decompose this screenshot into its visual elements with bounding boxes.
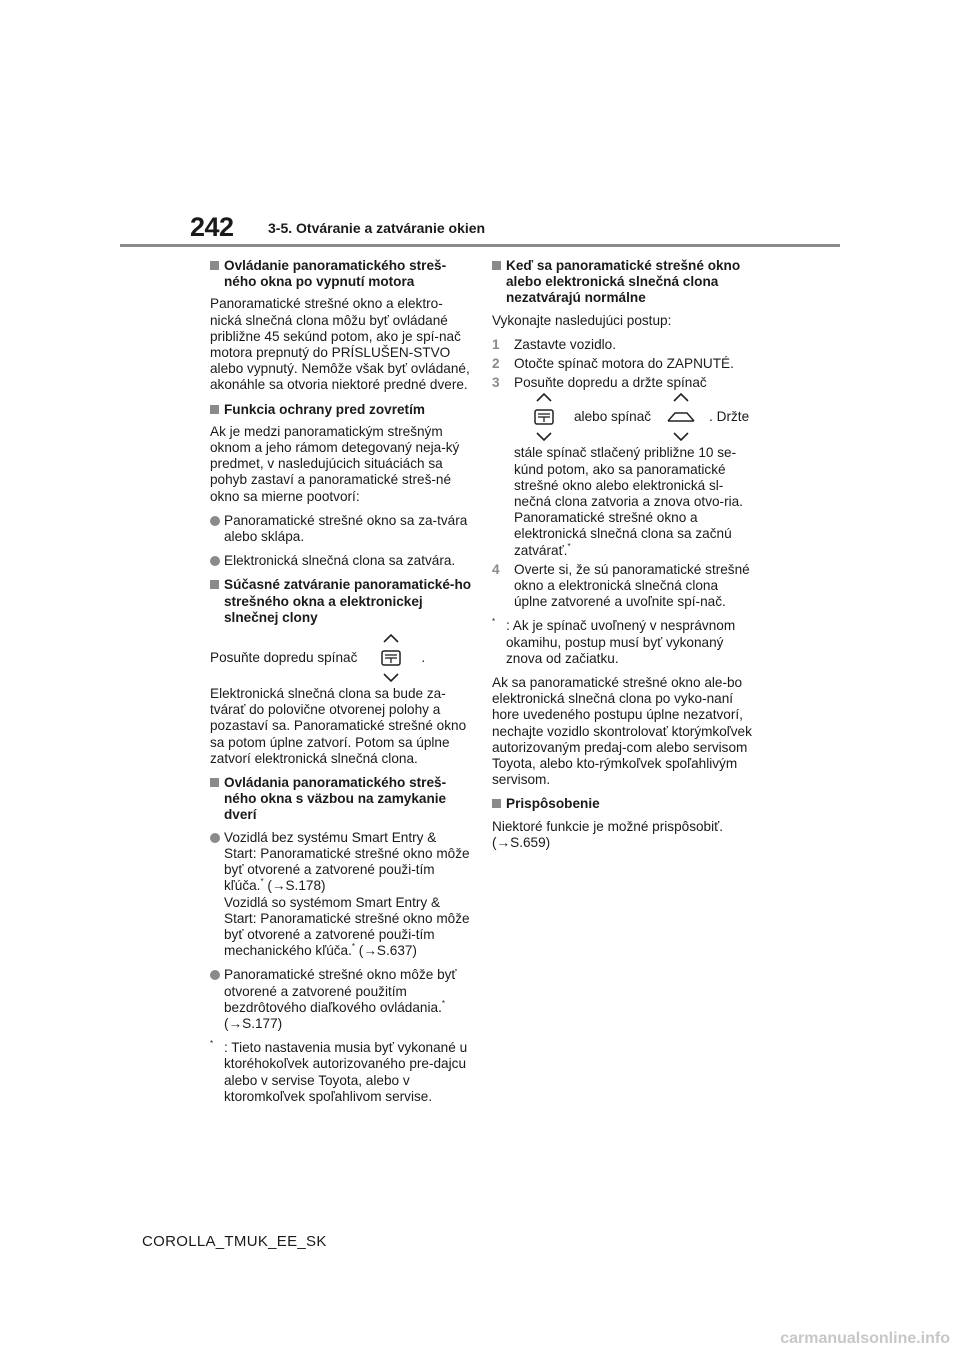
switch-instruction: [210, 632, 472, 684]
instruction-text: . Držte: [709, 409, 750, 425]
step-item: 1 Zastavte vozidlo.: [492, 336, 616, 352]
paragraph: Ak je medzi panoramatickým strešným oknom a jeho rámom detegovaný neja-ký predmet, v nasledujúcich situáciách sa pohyb zastaví a panoramatické streš-né okno sa mierne pootvorí:: [210, 423, 460, 504]
paragraph: Vykonajte nasledujúci postup:: [492, 312, 672, 328]
sunshade-switch-icon: [371, 634, 411, 682]
section-heading: Ovládanie panoramatického streš-ného okna po vypnutí motora: [210, 258, 472, 290]
chapter-title: 3-5. Otváranie a zatváranie okien: [268, 220, 486, 236]
section-heading: Ovládania panoramatického streš-ného okna s väzbou na zamykanie dverí: [210, 775, 472, 824]
instruction-text: alebo spínač: [574, 409, 652, 425]
footnote: * : Ak je spínač uvoľnený v nesprávnom okamihu, postup musí byť vykonaný znova od začiatku.: [492, 617, 736, 666]
step-item: 2 Otočte spínač motora do ZAPNUTÉ.: [492, 356, 734, 372]
bullet-item: Panoramatické strešné okno sa za-tvára alebo sklápa.: [210, 513, 472, 545]
tilt-switch-icon: [661, 393, 701, 441]
section-heading: Funkcia ochrany pred zovretím: [210, 402, 472, 418]
document-footer: COROLLA_TMUK_EE_SK: [142, 1233, 327, 1250]
switch-instruction: [514, 391, 754, 443]
paragraph: Niektoré funkcie je možné prispôsobiť. (→S.659): [492, 818, 724, 850]
watermark: carmanualsonline.info: [780, 1330, 950, 1347]
step-item: 4 Overte si, že sú panoramatické strešné okno a elektronická slnečná clona úplne zatvorené a uvoľnite spí-nač.: [492, 561, 750, 610]
paragraph: Panoramatické strešné okno a elektro-nická slnečná clona môžu byť ovládané približne 45 sekúnd potom, ako je spí-nač motora prepnutý do PRÍSLUŠEN-STVO alebo vypnutý. Nemôže však byť ovládané, akonáhle sa otvoria niektoré predné dvere.: [210, 296, 470, 393]
step-number: 1: [492, 336, 500, 352]
header-divider: [120, 244, 840, 247]
step-number: 4: [492, 561, 500, 577]
step-number: 2: [492, 356, 500, 372]
step-item: 3 Posuňte dopredu a držte spínač alebo spínač . Držte stále spínač stlačený približne 10 se-kúnd potom, ako sa panoramatické strešné okno alebo elektronická sl-nečná clona zatvoria a znova otvo-ria. Panoramatické strešné okno a elektronická slnečná clona sa začnú zatvárať.*: [492, 375, 754, 559]
section-heading: Keď sa panoramatické strešné okno alebo elektronická slnečná clona nezatvárajú normálne: [492, 258, 754, 307]
paragraph: Ak sa panoramatické strešné okno ale-bo elektronická slnečná clona po vyko-naní hore uvedeného postupu úplne nezatvorí, nechajte vozidlo skontrolovať ktorýmkoľvek autorizovaným predaj-com alebo servisom Toyota, alebo kto-rýmkoľvek spoľahlivým servisom.: [492, 675, 752, 788]
instruction-text: Posuňte dopredu spínač: [210, 649, 358, 665]
bullet-item: Panoramatické strešné okno môže byť otvorené a zatvorené použitím bezdrôtového diaľkového ovládania.* (→S.177): [210, 967, 472, 1032]
bullet-item: Elektronická slnečná clona sa zatvára.: [210, 553, 472, 569]
bullet-item: Vozidlá bez systému Smart Entry & Start: Panoramatické strešné okno môže byť otvorené a zatvorené použi-tím kľúča.* (→S.178) Vozidlá so systémom Smart Entry & Start: Panoramatické strešné okno môže byť otvorené a zatvorené použi-tím mechanického kľúča.* (→S.637): [210, 830, 472, 960]
left-column: [210, 258, 472, 1113]
paragraph: Elektronická slnečná clona sa bude za-tvárať do polovične otvorenej polohy a pozastaví sa. Panoramatické strešné okno sa potom úplne zatvorí. Potom sa úplne zatvorí elektronická slnečná clona.: [210, 686, 467, 766]
footnote-mark: *: [441, 998, 445, 1008]
section-heading: Súčasné zatváranie panoramatické-ho strešného okna a elektronickej slnečnej clony: [210, 577, 472, 626]
section-heading: Prispôsobenie: [492, 796, 754, 812]
footnote-mark: *: [567, 541, 571, 551]
sunshade-switch-icon: [524, 393, 564, 441]
instruction-text: .: [421, 649, 426, 665]
footnote-mark: *: [260, 877, 264, 887]
right-column: [492, 258, 754, 859]
footnote-mark: *: [351, 942, 356, 952]
page-number: 242: [190, 212, 234, 242]
step-number: 3: [492, 375, 500, 391]
footnote: * : Tieto nastavenia musia byť vykonané u ktoréhokoľvek autorizovaného pre-dajcu alebo v servise Toyota, alebo v ktoromkoľvek spoľahlivom servise.: [210, 1039, 468, 1104]
